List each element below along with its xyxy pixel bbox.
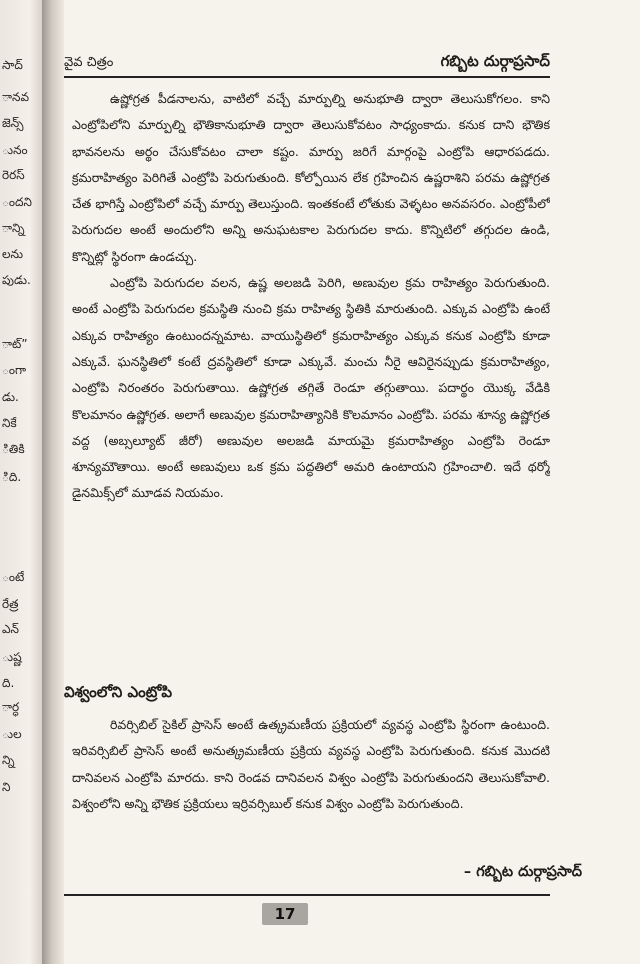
facing-page-fragment: డు. bbox=[2, 390, 19, 404]
facing-page-edge bbox=[0, 0, 42, 964]
section-heading: విశ్వంలోని ఎంట్రోపి bbox=[64, 683, 173, 701]
running-head-left: వైవ చిత్రం bbox=[64, 55, 114, 70]
facing-page-fragment: రేత్ర bbox=[2, 597, 19, 611]
facing-page-fragment: పుడు. bbox=[2, 273, 31, 287]
facing-page-fragment: ుల bbox=[2, 727, 22, 741]
facing-page-fragment: ది. bbox=[2, 676, 15, 690]
facing-page-fragment: ందని bbox=[2, 195, 32, 209]
facing-page-fragment: ుష్ణ bbox=[2, 650, 22, 664]
facing-page-fragment: ిది. bbox=[2, 470, 22, 484]
header-rule bbox=[64, 76, 550, 78]
facing-page-fragment: ార్ధ bbox=[2, 700, 20, 714]
page-number: 17 bbox=[262, 903, 308, 925]
facing-page-fragment: జెన్స్ bbox=[2, 116, 24, 130]
facing-page-fragment: రెరస్ bbox=[2, 168, 25, 182]
facing-page-fragment: ఎన్ bbox=[2, 622, 19, 636]
facing-page-fragment: ునం bbox=[2, 143, 28, 157]
book-page bbox=[64, 0, 640, 964]
paragraph-3: రివర్సిబిల్ సైకిల్ ప్రాసెస్ అంటే ఉత్క్రమణీయ ప్రక్రియలో వ్యవస్థ ఎంట్రోపి స్థిరంగా ఉంటుంది. ఇరివర్సిబిల్ ప్రాసెస్ అంటే అనుత్క్రమణీయ ప్రక్రియ వ్యవస్థ ఎంట్రోపి పెరుగుతుంది. కనుక మొదటి దానివలన ఎంట్రోపి మారదు. కాని రెండవ దానివలన విశ్వం ఎంట్రోపి పెరుగుతుందని తెలుసుకోవాలి. విశ్వంలోని అన్ని భౌతిక ప్రక్రియలు ఇర్రివర్సిబుల్ కనుక విశ్వం ఎంట్రోపి పెరుగుతుంది. bbox=[72, 717, 550, 811]
facing-page-fragment: ంగా bbox=[2, 363, 27, 377]
facing-page-fragment: న్ని bbox=[2, 753, 15, 767]
author-signature: – గబ్బిట దుర్గాప్రసాద్ bbox=[463, 864, 582, 880]
paragraph-2: ఎంట్రోపి పెరుగుదల వలన, ఉష్ణ అలజడి పెరిగి, అణువుల క్రమ రాహిత్యం పెరుగుతుంది. అంటే ఎంట్రోపి పెరుగుదల క్రమస్థితి నుంచి క్రమ రాహిత్య స్థితికి మారుతుంది. ఎక్కువ ఎంట్రోపి ఉంటే ఎక్కువ రాహిత్యం ఉంటుందన్నమాట. వాయుస్థితిలో క్రమరాహిత్యం ఎక్కువ కనుక ఎంట్రోపి కూడా ఎక్కువే. ఘనస్థితిలో కంటే ద్రవస్థితిలో కూడా ఎక్కువే. మంచు నీరై ఆవిరైనప్పుడు క్రమరాహిత్యం, ఎంట్రోపి నిరంతరం పెరుగుతాయి. ఉష్ణోగ్రత తగ్గితే రెండూ తగ్గుతాయి. పదార్థం యొక్క వేడికి కొలమానం ఉష్ణోగ్రత. అలాగే అణువుల క్రమరాహిత్యానికి కొలమానం ఎంట్రోపి. పరమ శూన్య ఉష్ణోగ్రత వద్ద (అబ్సల్యూట్ జీరో) అణువుల అలజడి మాయమై క్రమరాహిత్యం ఎంట్రోపి రెండూ శూన్యమౌతాయి. అంటే అణువులు ఒక క్రమ పద్ధతిలో అమరి ఉంటాయని గ్రహించాలి. ఇదే థర్మో డైనమిక్స్‌లో మూడవ నియమం. bbox=[72, 275, 550, 501]
facing-page-fragment: ని bbox=[2, 780, 11, 794]
facing-page-fragment: ాట్” bbox=[2, 337, 28, 351]
footer-rule bbox=[64, 894, 550, 896]
book-gutter bbox=[42, 0, 64, 964]
facing-page-fragment: ంటే bbox=[2, 570, 25, 584]
facing-page-fragment: ానవ bbox=[2, 90, 30, 104]
facing-page-fragment: నికే bbox=[2, 416, 17, 430]
running-head-right: గబ్బిట దుర్గాప్రసాద్ bbox=[440, 52, 550, 70]
running-head bbox=[64, 52, 550, 76]
paragraph-1: ఉష్ణోగ్రత పీడనాలను, వాటిలో వచ్చే మార్పుల్ని అనుభూతి ద్వారా తెలుసుకోగలం. కాని ఎంట్రోపిలోని మార్పుల్ని భౌతికానుభూతి ద్వారా తెలుసుకోవటం సాధ్యంకాదు. కనుక దాని భౌతిక భావనలను అర్థం చేసుకోవటం చాలా కష్టం. మార్పు జరిగే మార్గంపై ఎంట్రోపి ఆధారపడదు. క్రమరాహిత్యం పెరిగితే ఎంట్రోపి పెరుగుతుంది. కోల్పోయిన లేక గ్రహించిన ఉష్ణరాశిని పరమ ఉష్ణోగ్రత చేత భాగిస్తే ఎంట్రోపిలో వచ్చే మార్పు తెలుస్తుంది. ఇంతకంటే లోతుకు వెళ్ళటం అనవసరం. ఎంట్రోపీలో పెరుగుదల అంటే అందులోని అన్ని అనుఘటకాల పెరుగుదల కాదు. కొన్నిటిలో తగ్గుదల ఉండి, కొన్నిట్లో స్థిరంగా ఉండచ్చు. bbox=[72, 91, 550, 264]
facing-page-fragment: ాన్ని bbox=[2, 221, 25, 235]
facing-page-fragment: ితికి bbox=[2, 442, 25, 456]
section-text bbox=[72, 712, 550, 817]
facing-page-fragment: లను bbox=[2, 247, 24, 261]
facing-page-fragment: సాద్ bbox=[2, 58, 23, 72]
main-text bbox=[72, 86, 550, 507]
